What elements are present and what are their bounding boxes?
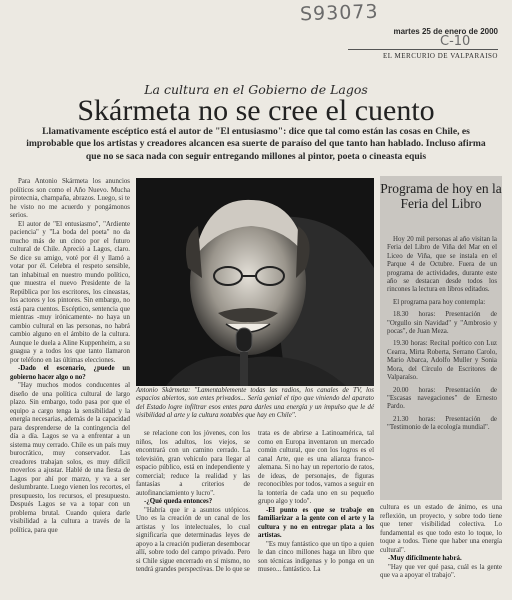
article-column-3 [258, 430, 374, 600]
article-column-4 [380, 504, 502, 598]
interview-question: -Muy difícilmente habrá. [388, 555, 462, 562]
portrait-image [136, 178, 374, 386]
sidebar-item: Hoy 20 mil personas al año visitan la Feria del Libro de Viña del Mar en el Liceo de Viña, que se instala en el Parque 4 de Octubre. Fuera de un programa de actividades, durante este año se destacan desde todos los rincones la lectura en libros editados. [387, 236, 497, 294]
article-kicker: La cultura en el Gobierno de Lagos [144, 82, 368, 97]
sidebar-body [387, 236, 497, 437]
photo-caption: Antonio Skármeta: "Lamentablemente todas las radios, los canales de TV, los espacios abiertos, son entes privados... Sería genial el tipo que viniendo del aparato del Estado logre infiltrar esos entes para darles una energía y un impulso que le dé visibilidad al arte y la cultura notables que hay en Chile". [136, 387, 374, 420]
issue-date: martes 25 de enero de 2000 [393, 27, 498, 36]
article-lede: Llamativamente escéptico está el autor de "El entusiasmo": dice que tal como están las cosas en Chile, es improbable que los artistas y creadores alcancen esa suerte de paraíso del que tanto han hablado. Incluso afirma que no se saca nada con seguir entregando millones al pintor, poeta o cineasta equis [26, 126, 486, 162]
paragraph: El autor de "El entusiasmo", "Ardiente paciencia" y "La boda del poeta" no da mucho más de un cinco por el futuro cultural de Chile. Apreció a Lagos, claro. Se dice su amigo, voté por él y llamó a votar por él. Celebra el respeto sensible, tan inhabitual en nuestro mundo político, que muestra el nuevo Presidente de la República por los escritores, los cineastas, los actores y los pintores. Sin embargo, no está para cuentos. Escéptico, sentencia que mientras -muy irónicamente- no haya un cambio cultural en las personas, no habrá cambio alguno en el ámbito de la cultura. Aunque le duela a Aline Kuppenheim, a su guagua y a todos los que tanto llamaron por teléfono en las últimas elecciones. [10, 220, 130, 364]
paragraph: Para Antonio Skármeta los anuncios políticos son como el Año Nuevo. Mucha pirotecnia, champaña, abrazos. Luego, si te he visto no me acuerdo y pongámonos serios. [10, 178, 130, 219]
sidebar-item: 20.00 horas: Presentación de "Escasas navegaciones" de Ernesto Pardo. [387, 386, 497, 411]
interview-question: -Dado el escenario, ¿puede un gobierno hacer algo o no? [10, 365, 130, 381]
paragraph: se relacione con los jóvenes, con los niños, los adultos, los viejos, se encontrará con un camino cerrado. La televisión, gran vehículo para llegar al espacio público, está en independiente y comercial; reduce la realidad y las fantasías a criterios de autofinanciamiento y lucro". [136, 430, 250, 497]
archive-code: S93073 [299, 0, 379, 26]
interview-question: -¿Qué queda entonces? [144, 498, 213, 505]
sidebar-item: 19.30 horas: Recital poético con Luz Cearra, Mirta Roberta, Serrano Carolo, Mario Abarca, Adolfo Muller y Sonia Mora, del Círculo de Escritores de Valparaíso. [387, 340, 497, 382]
article-headline: Skármeta no se cree el cuento [77, 94, 435, 127]
author-photo [136, 178, 374, 386]
article-column-1 [10, 178, 130, 598]
newspaper-name: EL MERCURIO DE VALPARAISO [383, 52, 498, 60]
sidebar-title: Programa de hoy en la Feria del Libro [380, 181, 502, 211]
sidebar-item: El programa para hoy contempla: [393, 298, 486, 306]
sidebar-item: 21.30 horas: Presentación de "Testimonio de la ecología mundial". [387, 415, 497, 432]
paragraph: "Hay que ver qué pasa, cuál es la gente que va a apoyar el trabajo". [380, 563, 502, 579]
paragraph: "Hay muchos modos conducentes al diseño de una política cultural de largo plazo. Sin embargo, todo pasa por que el equipo a cargo tenga la sensibilidad y la energía necesarias, además de la capacidad para desprenderse de la contingencia del día a día. Lagos se va a enfrentar a un sistema muy cerrado. Chile es un país muy burocrático, muy conservador. Las creadores trabajan solos, es muy difícil moverlos a ajustar. Hablé de una fiesta de Lagos por ahí por marzo, y va a ser deslumbrante. Luego vienen los recortes, el presupuesto, los recursos, el presupuesto. Después Lagos se va a topar con un problema brutal. Cuando quiera darle visibilidad a la cultura a través de la política, para que [10, 382, 130, 534]
masthead-rule [348, 49, 498, 50]
paragraph: trata es de abrirse a Latinoamérica, tal como en Europa inventaron un mercado común cultural, que con los logros es el canal Arte, que es una alianza franco-alemana. Si no hay un repertorio de ratos, de ideas, de personajes, de figuras reconocibles por todos, vamos a seguir en la tontería de cada uno en su pequeño grupo algo y todo". [258, 430, 374, 505]
interview-question: -El punto es que se trabaje en familiarizar a la gente con el arte y la cultura y no en entregar plata a los artistas. [258, 506, 374, 539]
article-column-2 [136, 430, 250, 600]
paragraph: "Es muy fantástico que un tipo a quien le dan cinco millones haga un libro que son técnicas indígenas y lo ponga en un museo... fantástico. La [258, 540, 374, 573]
paragraph: cultura es un estado de ánimo, es una reflexión, un proyecto, y sobre todo tiene que tener visibilidad colectiva. Lo fundamental es que todo esto lo toque, lo toque a todos. Tiene que haber una energía cultural". [380, 504, 502, 554]
sidebar-item: 18.30 horas: Presentación de "Orgullo sin Navidad" y "Ambrosio y pocas", de Juan Meza. [387, 311, 497, 336]
page-reference: C-10 [440, 34, 471, 49]
paragraph: "Habría que ir a asuntos utópicos. Uno es la creación de un canal de los artistas y los intelectuales, lo cual significaría que determinadas leyes de apoyo a la creación pudieran desembocar allí, sobre todo del campo privado. Pero si Chile sigue encerrado en sí mismo, no tendrá grandes perspectivas. De lo que se [136, 506, 250, 573]
